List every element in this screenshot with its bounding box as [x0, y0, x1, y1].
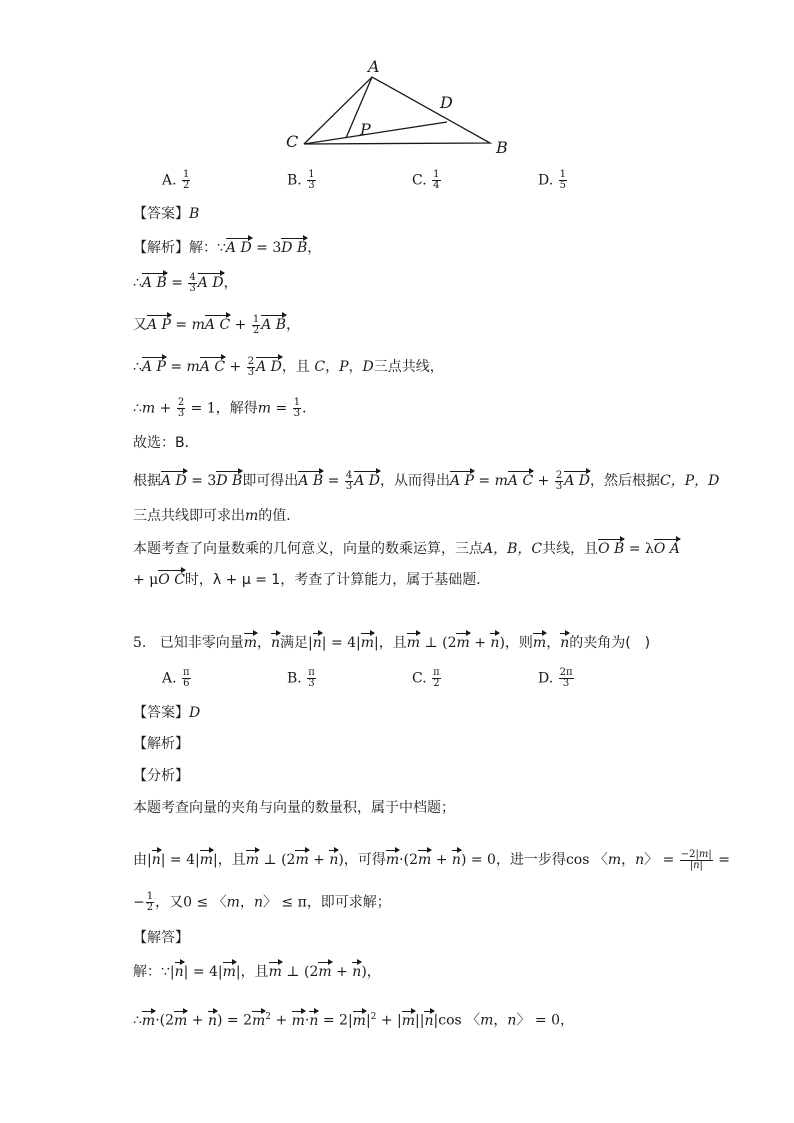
label-b: B — [496, 138, 508, 157]
q4-step-ap: 又A P = mA C + $\frac{1}{2}$ A B， — [133, 313, 301, 336]
q5-jieda-line1: 解：∵|n| = 4|m|，且m ⊥ (2m + n)， — [133, 961, 381, 981]
q5-answer: 【答案】D — [133, 705, 201, 721]
q4-summary-line3: 本题考查了向量数乘的几何意义，向量的数乘运算，三点A，B，C共线，且O B = λO A — [133, 538, 680, 558]
q4-option-c: C. $\frac{1}{4}$ — [412, 169, 440, 191]
q5-jieda-line2: ∴m·(2m + $n) = 2m^2 + m\cdot n = 2|m|^2 + |m||n|\cos$ 〈m，n〉 = 0， — [133, 1008, 574, 1030]
triangle-figure — [270, 50, 530, 165]
q4-summary-line4: + μO C时，λ + μ = 1，考查了计算能力，属于基础题． — [133, 569, 490, 589]
q4-step-solve: ∴m + $\frac{2}{3}$ = 1，解得m = $\frac{1}{3}$ ． — [133, 397, 317, 419]
q5-option-b: B. $\frac{\pi}{3}$ — [287, 667, 315, 689]
q5-jieda-tag: 【解答】 — [133, 930, 189, 946]
q5-option-c: C. $\frac{\pi}{2}$ — [412, 667, 440, 689]
q4-step-ab: ∴A B = $\frac{4}{3}$ A D， — [133, 271, 238, 294]
q4-summary-line1: 根据A D = 3D B即可得出A B = $\frac{4}{3}$ A D，从而得出A P = mA C + $\frac{2}{3}$ A D，然后根据C，P，D — [133, 469, 720, 492]
q4-analysis-line1: 【解析】解：∵A D = 3D B， — [133, 237, 321, 257]
segment-cd — [304, 122, 447, 144]
q5-stem: 5. 已知非零向量m，n满足|n| = 4|m|，且m ⊥ (2m + n)，则m，n的夹角为( ) — [133, 632, 650, 652]
q4-select: 故选：B． — [133, 435, 199, 451]
q4-step-collinear: ∴A P = mA C + $\frac{2}{3}$ A D，且 C，P，D三点共线， — [133, 355, 444, 378]
q5-option-d: D. $\frac{2\pi}{3}$ — [538, 667, 573, 689]
label-c: C — [286, 132, 299, 151]
q4-option-b: B. $\frac{1}{3}$ — [287, 169, 315, 191]
q5-fenxi-line1: 由|n| = 4|m|，且m ⊥ (2m + n)，可得m·(2m + n) = 0，进一步得cos 〈m，n〉 = $\frac{-2|m|}{|n|}$ = — [133, 848, 730, 871]
q4-option-d: D. $\frac{1}{5}$ — [538, 169, 567, 191]
q5-fenxi-line2: − $\frac{1}{2}$ ，又0 ≤ 〈m，n〉 ≤ π，即可求解； — [133, 891, 391, 913]
q5-fenxi-text: 本题考查向量的夹角与向量的数量积，属于中档题； — [133, 800, 455, 816]
q4-option-a: A. $\frac{1}{2}$ — [162, 169, 190, 191]
label-p: P — [360, 120, 371, 139]
label-d: D — [440, 93, 453, 112]
q5-fenxi-tag: 【分析】 — [133, 768, 189, 784]
label-a: A — [368, 57, 380, 76]
triangle-outline — [304, 77, 490, 144]
q5-option-a: A. $\frac{\pi}{6}$ — [162, 667, 190, 689]
q4-answer: 【答案】B — [133, 206, 200, 222]
q4-summary-line2: 三点共线即可求出m的值． — [133, 508, 301, 524]
q5-analysis-tag: 【解析】 — [133, 736, 189, 752]
